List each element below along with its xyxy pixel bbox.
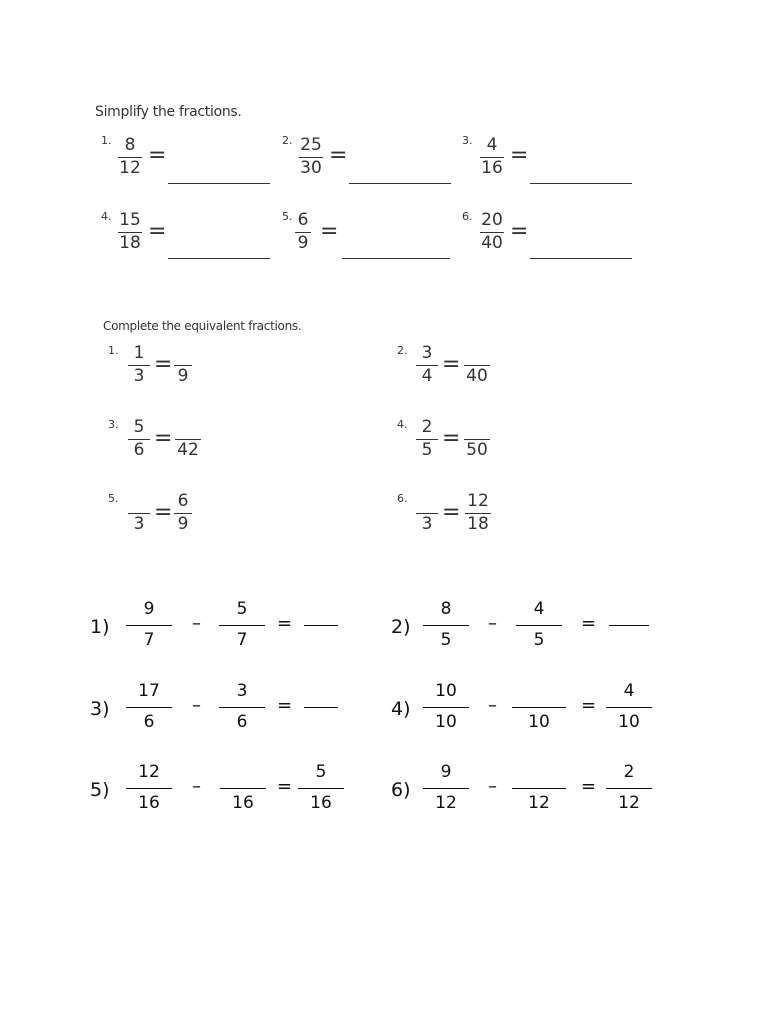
denominator: 10	[618, 712, 640, 732]
problem-number: 2.	[397, 344, 408, 357]
numerator: 6	[177, 491, 189, 511]
problem-number: 6.	[462, 210, 473, 223]
denominator: 6	[236, 712, 248, 732]
denominator: 3	[133, 366, 145, 386]
numerator: 5	[236, 599, 248, 619]
denominator: 40	[466, 366, 488, 386]
answer-line[interactable]	[304, 707, 338, 708]
minus-sign: –	[488, 695, 497, 716]
numerator: 6	[297, 210, 309, 230]
denominator: 30	[300, 158, 322, 178]
fraction-result	[298, 764, 344, 812]
denominator: 40	[481, 233, 503, 253]
fraction-b[interactable]	[512, 764, 566, 812]
answer-line[interactable]	[349, 183, 451, 184]
problem-number: 2.	[282, 134, 293, 147]
fraction-a	[126, 683, 172, 731]
answer-line[interactable]	[342, 258, 450, 259]
denominator: 10	[528, 712, 550, 732]
fraction-bar	[606, 707, 652, 708]
problem-number: 6)	[391, 779, 411, 801]
denominator: 16	[232, 793, 254, 813]
equivalent-section-title: Complete the equivalent fractions.	[103, 319, 302, 333]
fraction-bar	[298, 788, 344, 789]
fraction-result	[606, 683, 652, 731]
fraction	[299, 137, 323, 177]
equals-sign: =	[510, 219, 529, 244]
equals-sign: =	[442, 426, 461, 451]
numerator: 2	[623, 762, 635, 782]
denominator: 16	[310, 793, 332, 813]
equals-sign: =	[154, 500, 173, 525]
denominator: 7	[143, 630, 155, 650]
fraction-b	[516, 601, 562, 649]
minus-sign: –	[192, 776, 201, 797]
numerator: 8	[124, 135, 136, 155]
answer-line[interactable]	[530, 258, 632, 259]
fraction-b	[219, 601, 265, 649]
fraction-right[interactable]	[464, 345, 490, 385]
problem-number: 6.	[397, 492, 408, 505]
simplify-section-title: Simplify the fractions.	[95, 104, 242, 120]
fraction-left	[416, 345, 438, 385]
denominator: 6	[143, 712, 155, 732]
fraction-bar	[423, 625, 469, 626]
denominator: 3	[421, 514, 433, 534]
fraction-bar	[423, 788, 469, 789]
fraction-a	[423, 601, 469, 649]
numerator: 4	[533, 599, 545, 619]
problem-number: 5.	[108, 492, 119, 505]
equals-sign: =	[154, 426, 173, 451]
fraction-bar	[423, 707, 469, 708]
fraction-bar	[512, 788, 566, 789]
answer-line[interactable]	[168, 258, 270, 259]
numerator: 25	[300, 135, 322, 155]
denominator: 7	[236, 630, 248, 650]
equals-sign: =	[442, 500, 461, 525]
denominator: 9	[177, 514, 189, 534]
fraction-a	[423, 683, 469, 731]
problem-number: 5)	[90, 779, 110, 801]
denominator: 50	[466, 440, 488, 460]
fraction-bar	[516, 625, 562, 626]
minus-sign: –	[488, 776, 497, 797]
fraction-a	[126, 764, 172, 812]
fraction-a	[126, 601, 172, 649]
equals-sign: =	[148, 143, 167, 168]
fraction	[480, 212, 504, 252]
fraction-b	[219, 683, 265, 731]
fraction-bar	[220, 788, 266, 789]
numerator: 10	[435, 681, 457, 701]
answer-line[interactable]	[530, 183, 632, 184]
problem-number: 3.	[462, 134, 473, 147]
problem-number: 4.	[101, 210, 112, 223]
denominator: 18	[119, 233, 141, 253]
numerator: 9	[143, 599, 155, 619]
denominator: 6	[133, 440, 145, 460]
equals-sign: =	[148, 219, 167, 244]
numerator: 8	[440, 599, 452, 619]
fraction-b[interactable]	[220, 764, 266, 812]
problem-number: 1.	[108, 344, 119, 357]
fraction-left	[128, 345, 150, 385]
equals-sign: =	[320, 219, 339, 244]
numerator: 5	[133, 417, 145, 437]
fraction-a	[423, 764, 469, 812]
equals-sign: =	[510, 143, 529, 168]
denominator: 18	[467, 514, 489, 534]
answer-line[interactable]	[304, 625, 338, 626]
fraction-bar	[512, 707, 566, 708]
numerator: 4	[486, 135, 498, 155]
fraction-right	[465, 493, 491, 533]
fraction	[295, 212, 311, 252]
fraction-right[interactable]	[174, 345, 192, 385]
answer-line[interactable]	[609, 625, 649, 626]
equals-sign: =	[442, 352, 461, 377]
fraction	[118, 137, 142, 177]
denominator: 9	[177, 366, 189, 386]
denominator: 12	[435, 793, 457, 813]
problem-number: 1)	[90, 616, 110, 638]
fraction-left[interactable]	[416, 493, 438, 533]
fraction-right	[174, 493, 192, 533]
fraction-right[interactable]	[175, 419, 201, 459]
numerator: 3	[236, 681, 248, 701]
numerator: 4	[623, 681, 635, 701]
problem-number: 3)	[90, 698, 110, 720]
denominator: 5	[533, 630, 545, 650]
fraction-left	[128, 419, 150, 459]
denominator: 12	[618, 793, 640, 813]
equals-sign: =	[581, 613, 597, 634]
problem-number: 5.	[282, 210, 293, 223]
equals-sign: =	[277, 695, 293, 716]
denominator: 16	[481, 158, 503, 178]
denominator: 12	[119, 158, 141, 178]
equals-sign: =	[581, 695, 597, 716]
fraction-result	[606, 764, 652, 812]
answer-line[interactable]	[168, 183, 270, 184]
numerator: 17	[138, 681, 160, 701]
problem-number: 1.	[101, 134, 112, 147]
equals-sign: =	[154, 352, 173, 377]
equals-sign: =	[277, 776, 293, 797]
fraction-bar	[219, 625, 265, 626]
numerator: 20	[481, 210, 503, 230]
numerator: 2	[421, 417, 433, 437]
fraction-b[interactable]	[512, 683, 566, 731]
equals-sign: =	[329, 143, 348, 168]
problem-number: 4)	[391, 698, 411, 720]
equals-sign: =	[277, 613, 293, 634]
numerator: 15	[119, 210, 141, 230]
numerator: 3	[421, 343, 433, 363]
fraction-bar	[126, 707, 172, 708]
fraction-left	[416, 419, 438, 459]
fraction-bar	[126, 788, 172, 789]
equals-sign: =	[581, 776, 597, 797]
denominator: 42	[177, 440, 199, 460]
fraction-bar	[606, 788, 652, 789]
denominator: 9	[297, 233, 309, 253]
fraction	[118, 212, 142, 252]
numerator: 9	[440, 762, 452, 782]
fraction	[480, 137, 504, 177]
denominator: 16	[138, 793, 160, 813]
numerator: 12	[138, 762, 160, 782]
problem-number: 2)	[391, 616, 411, 638]
problem-number: 4.	[397, 418, 408, 431]
numerator: 12	[467, 491, 489, 511]
denominator: 10	[435, 712, 457, 732]
minus-sign: –	[192, 695, 201, 716]
fraction-bar	[126, 625, 172, 626]
denominator: 5	[440, 630, 452, 650]
denominator: 5	[421, 440, 433, 460]
problem-number: 3.	[108, 418, 119, 431]
minus-sign: –	[488, 613, 497, 634]
denominator: 12	[528, 793, 550, 813]
denominator: 3	[133, 514, 145, 534]
numerator: 1	[133, 343, 145, 363]
fraction-bar	[219, 707, 265, 708]
fraction-left[interactable]	[128, 493, 150, 533]
fraction-right[interactable]	[464, 419, 490, 459]
minus-sign: –	[192, 613, 201, 634]
denominator: 4	[421, 366, 433, 386]
numerator: 5	[315, 762, 327, 782]
